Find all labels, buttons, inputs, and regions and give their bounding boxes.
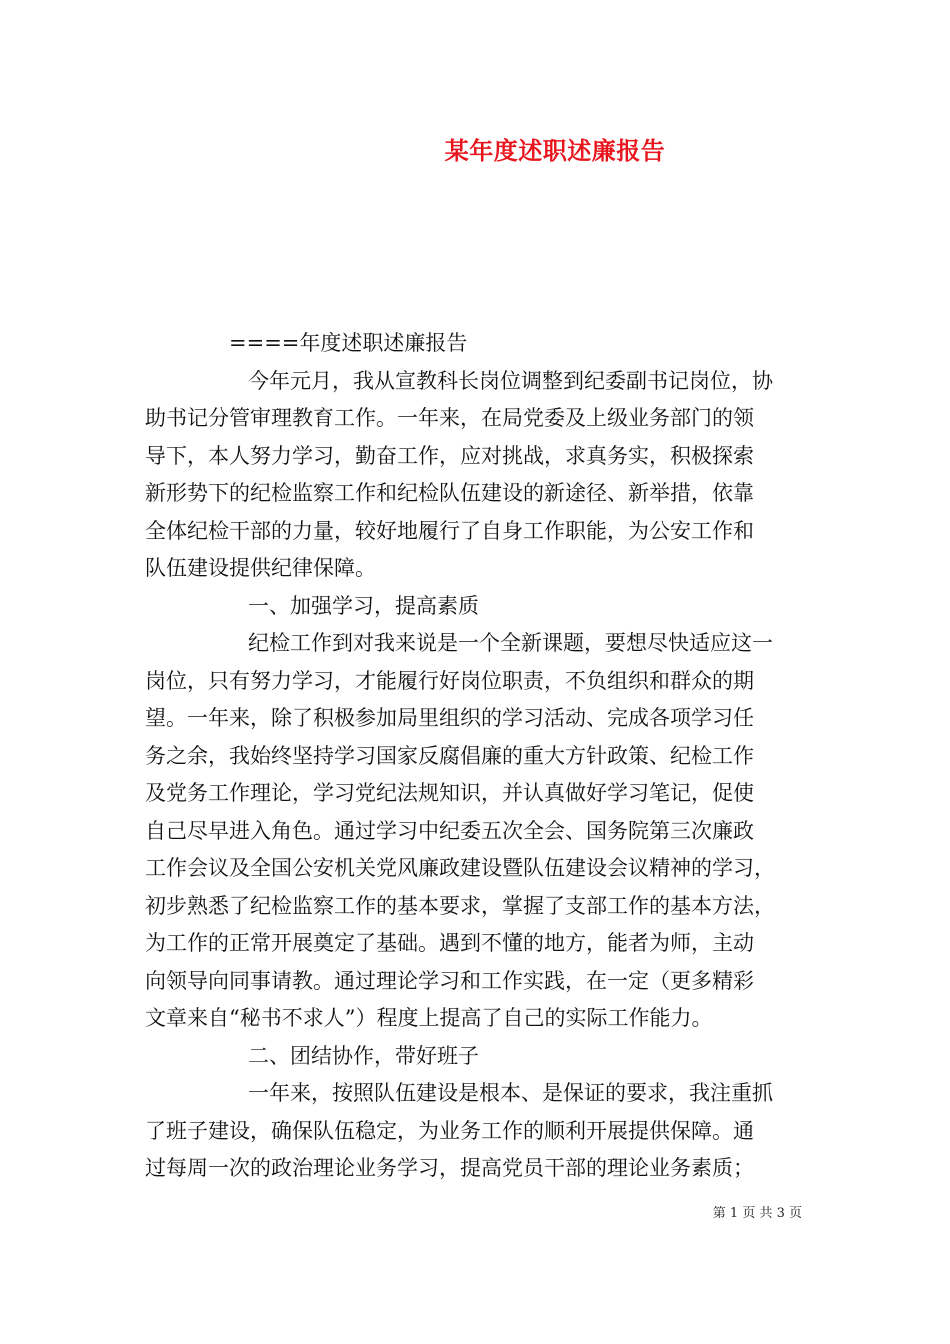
paragraph-line: 了班子建设，确保队伍稳定，为业务工作的顺利开展提供保障。通	[145, 1118, 754, 1143]
section-heading: 一、加强学习，提高素质	[248, 593, 479, 618]
paragraph-line: 队伍建设提供纪律保障。	[145, 556, 376, 580]
paragraph-line: 助书记分管审理教育工作。一年来，在局党委及上级业务部门的领	[145, 406, 754, 430]
document-title: 某年度述职述廉报告	[444, 136, 666, 165]
page-number-footer: 第 1 页 共 3 页	[712, 1206, 802, 1221]
paragraph-line: 及党务工作理论，学习党纪法规知识，并认真做好学习笔记，促使	[145, 781, 754, 805]
paragraph-line: 今年元月，我从宣教科长岗位调整到纪委副书记岗位，协	[248, 368, 773, 393]
paragraph-line: 为工作的正常开展奠定了基础。遇到不懂的地方，能者为师，主动	[145, 931, 754, 955]
paragraph-line: 过每周一次的政治理论业务学习，提高党员干部的理论业务素质；	[145, 1156, 754, 1180]
paragraph-line: 纪检工作到对我来说是一个全新课题，要想尽快适应这一	[248, 631, 773, 655]
paragraph-line: 初步熟悉了纪检监察工作的基本要求，掌握了支部工作的基本方法，	[145, 893, 775, 918]
paragraph-line: 望。一年来，除了积极参加局里组织的学习活动、完成各项学习任	[145, 706, 754, 730]
paragraph-line: 岗位，只有努力学习，才能履行好岗位职责，不负组织和群众的期	[145, 668, 754, 693]
document-body	[145, 325, 815, 1188]
paragraph-line: 新形势下的纪检监察工作和纪检队伍建设的新途径、新举措，依靠	[145, 481, 754, 505]
paragraph-line: 文章来自“秘书不求人”）程度上提高了自己的实际工作能力。	[145, 1006, 713, 1030]
section-heading: 二、团结协作，带好班子	[248, 1043, 479, 1068]
paragraph-line: 工作会议及全国公安机关党风廉政建设暨队伍建设会议精神的学习，	[145, 856, 775, 880]
paragraph-line: 全体纪检干部的力量，较好地履行了自身工作职能，为公安工作和	[145, 518, 754, 543]
paragraph-line: 向领导向同事请教。通过理论学习和工作实践，在一定（更多精彩	[145, 968, 754, 993]
paragraph-line: 一年来，按照队伍建设是根本、是保证的要求，我注重抓	[248, 1081, 773, 1105]
paragraph-line: 自己尽早进入角色。通过学习中纪委五次全会、国务院第三次廉政	[145, 818, 754, 843]
paragraph-line: 务之余，我始终坚持学习国家反腐倡廉的重大方针政策、纪检工作	[145, 743, 754, 768]
subtitle-line: ====年度述职述廉报告	[229, 331, 468, 355]
paragraph-line: 导下，本人努力学习，勤奋工作，应对挑战，求真务实，积极探索	[145, 443, 754, 468]
